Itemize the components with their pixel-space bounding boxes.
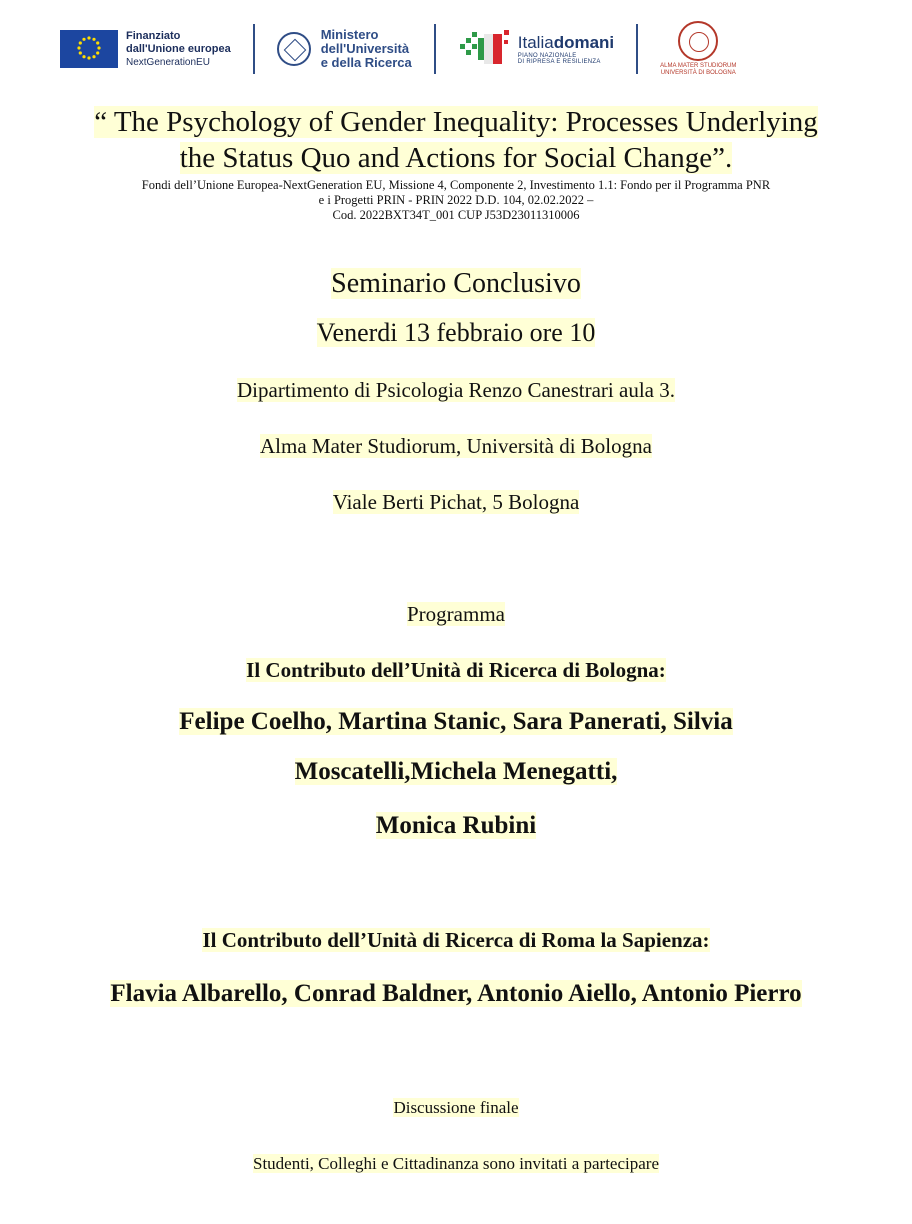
event-title: Seminario Conclusivo: [331, 268, 581, 299]
logo-divider: [636, 24, 638, 74]
location-line2: Alma Mater Studiorum, Università di Bologna: [260, 434, 652, 458]
eu-logo: [60, 18, 231, 80]
unibo-line1: ALMA MATER STUDIORUM: [660, 63, 737, 69]
italiadomani-pixel-icon: [458, 28, 514, 70]
discussion-text: Discussione finale: [393, 1098, 519, 1117]
ministero-line2: dell'Università: [320, 41, 410, 56]
location-line2-block: [0, 434, 912, 459]
logo-divider: [253, 24, 255, 74]
ministero-line1: Ministero: [320, 27, 379, 42]
title-line2: the Status Quo and Actions for Social Change”.: [179, 142, 733, 174]
unit1-names3-block: [0, 812, 912, 840]
logo-bar: [60, 18, 830, 80]
programma-heading: Programma: [407, 602, 505, 626]
funding-line2: e i Progetti PRIN - PRIN 2022 D.D. 104, 02.02.2022 –: [318, 193, 594, 207]
location-line1-block: [0, 378, 912, 403]
unit1-names3: Monica Rubini: [375, 812, 537, 839]
italiadomani-name-bold: domani: [553, 33, 615, 52]
unit1-names2: Moscatelli,Michela Menegatti,: [294, 758, 618, 785]
logo-divider: [434, 24, 436, 74]
unit2-names-block: [0, 980, 912, 1008]
ministero-logo: [277, 18, 412, 80]
italiadomani-sub1: PIANO NAZIONALE: [517, 53, 577, 59]
invitation-text: Studenti, Colleghi e Cittadinanza sono invitati a partecipare: [253, 1154, 659, 1173]
unit1-names2-block: [0, 758, 912, 786]
italiadomani-name: [518, 33, 614, 53]
funding-info: [0, 178, 912, 223]
eu-logo-line3: NextGenerationEU: [126, 56, 210, 68]
italiadomani-name-light: Italia: [517, 33, 554, 52]
unibo-seal-icon: [678, 21, 718, 61]
discussion-block: [0, 1098, 912, 1118]
programma-heading-block: [0, 602, 912, 627]
title-line1: “ The Psychology of Gender Inequality: Processes Underlying: [94, 106, 818, 138]
italiadomani-logo: [458, 18, 614, 80]
italiadomani-sub2: DI RIPRESA E RESILIENZA: [517, 59, 601, 65]
eu-flag-icon: [60, 30, 118, 68]
event-title-block: [0, 268, 912, 300]
funding-line3: Cod. 2022BXT34T_001 CUP J53D23011310006: [332, 208, 580, 222]
italian-emblem-icon: [277, 32, 311, 66]
unit2-title-block: [0, 928, 912, 953]
page-title: [0, 104, 912, 176]
eu-logo-line1: Finanziato: [126, 29, 181, 42]
unibo-line2: UNIVERSITÀ DI BOLOGNA: [660, 70, 736, 76]
eu-logo-line2: dall'Unione europea: [126, 42, 231, 55]
unit2-title: Il Contributo dell’Unità di Ricerca di Roma la Sapienza:: [202, 928, 710, 952]
location-line3-block: [0, 490, 912, 515]
unit2-names: Flavia Albarello, Conrad Baldner, Antonio Aiello, Antonio Pierro: [110, 980, 802, 1007]
invitation-block: [0, 1154, 912, 1174]
unit1-title: Il Contributo dell’Unità di Ricerca di Bologna:: [246, 658, 666, 682]
event-date: Venerdi 13 febbraio ore 10: [316, 318, 596, 347]
unit1-names1-block: [0, 708, 912, 736]
location-line1: Dipartimento di Psicologia Renzo Canestrari aula 3.: [237, 378, 675, 402]
unibo-logo: [660, 18, 736, 80]
unit1-names1: Felipe Coelho, Martina Stanic, Sara Panerati, Silvia: [179, 708, 733, 735]
location-line3: Viale Berti Pichat, 5 Bologna: [332, 490, 580, 514]
unit1-title-block: [0, 658, 912, 683]
ministero-line3: e della Ricerca: [320, 55, 412, 70]
funding-line1: Fondi dell’Unione Europea-NextGeneration EU, Missione 4, Componente 2, Investimento 1.1: Fondo per il Programma PNR: [141, 178, 771, 192]
event-date-block: [0, 318, 912, 348]
